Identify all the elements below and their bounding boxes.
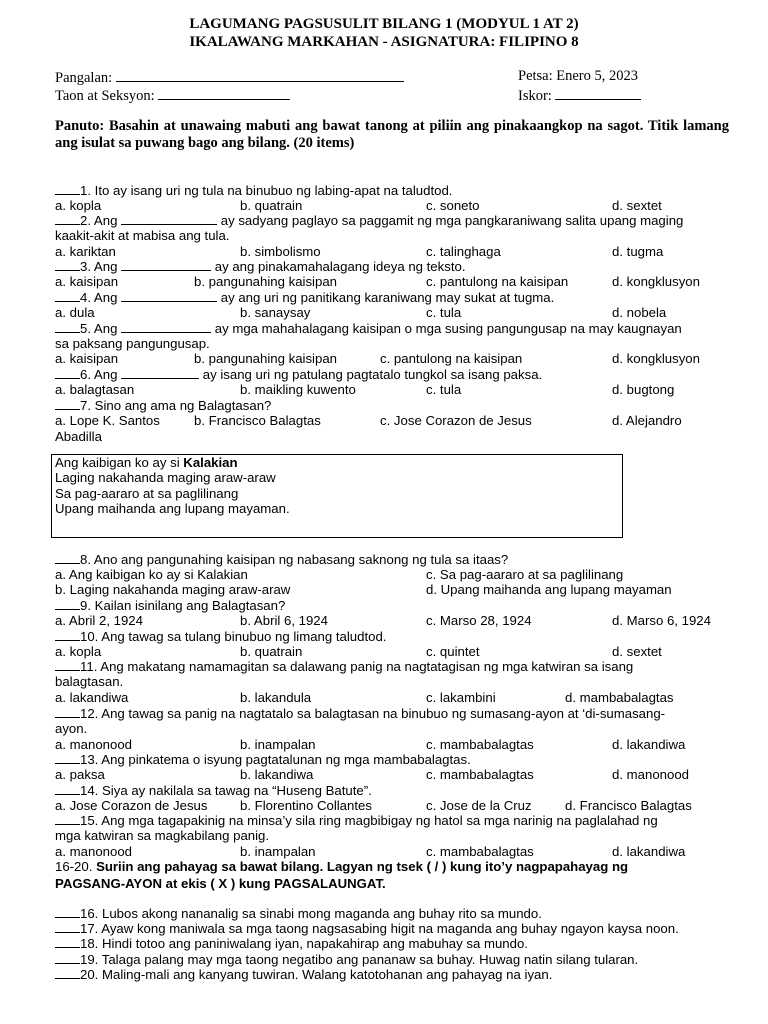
section-label: Taon at Seksyon: <box>55 88 155 104</box>
choice-b: b. lakandula <box>240 690 312 705</box>
choice-d: d. lakandiwa <box>612 844 686 859</box>
choice-a: a. kopla <box>55 198 102 213</box>
question-9 <box>55 598 285 613</box>
question-stem: 12. Ang tawag sa panig na nagtatalo sa balagtasan na binubuo ng sumasang-ayon at ‘di-sumasang- <box>80 706 666 721</box>
choice-d: d. mambabalagtas <box>565 690 674 705</box>
question-15 <box>55 813 658 828</box>
statement-19 <box>55 952 638 967</box>
choice-c: c. mambabalagtas <box>426 767 534 782</box>
document-title: LAGUMANG PAGSUSULIT BILANG 1 (MODYUL 1 AT 2) <box>189 16 579 32</box>
choice-d: d. bugtong <box>612 382 675 397</box>
choice-d-cont: Abadilla <box>55 429 102 444</box>
statement-20 <box>55 967 552 982</box>
poem-bold-name: Kalakian <box>183 455 238 470</box>
question-1 <box>55 183 452 198</box>
choice-d: d. tugma <box>612 244 664 259</box>
statement-text: 17. Ayaw kong maniwala sa mga taong nagsasabing higit na maganda ang buhay ngayon kaysa noon. <box>80 921 679 936</box>
choice-d: d. sextet <box>612 644 662 659</box>
choice-c: c. Marso 28, 1924 <box>426 613 532 628</box>
score-field <box>518 86 641 104</box>
answer-blank[interactable] <box>55 813 80 825</box>
answer-blank[interactable] <box>55 398 80 410</box>
question-10 <box>55 629 386 644</box>
choice-b: b. inampalan <box>240 844 316 859</box>
question-4 <box>55 290 554 305</box>
question-stem: 15. Ang mga tagapakinig na minsa’y sila ring magbibigay ng hatol sa mga narinig na paglalahad ng <box>80 813 658 828</box>
choice-b: b. Laging nakahanda maging araw-araw <box>55 582 291 597</box>
choice-d: d. sextet <box>612 198 662 213</box>
choice-c: c. talinghaga <box>426 244 501 259</box>
statement-text: 18. Hindi totoo ang paniniwalang iyan, napakahirap ang mabuhay sa mundo. <box>80 936 528 951</box>
poem-line-4: Upang maihanda ang lupang mayaman. <box>55 501 290 516</box>
question-stem-pre: 2. Ang <box>80 213 118 228</box>
question-12 <box>55 706 665 721</box>
choice-b: b. lakandiwa <box>240 767 314 782</box>
choice-b: b. inampalan <box>240 737 316 752</box>
question-stem: 11. Ang makatang namamagitan sa dalawang panig na nagtatagisan ng mga katwiran sa isang <box>80 659 634 674</box>
answer-blank[interactable] <box>55 629 80 641</box>
fill-blank[interactable] <box>121 213 217 225</box>
statement-18 <box>55 936 528 951</box>
answer-blank[interactable] <box>55 213 80 225</box>
question-stem: 13. Ang pinkatema o isyung pagtatalunan ng mga mambabalagtas. <box>80 752 471 767</box>
fill-blank[interactable] <box>121 290 217 302</box>
directions: Panuto: Basahin at unawaing mabuti ang bawat tanong at piliin ang pinakaangkop na sagot. Titik lamang ang isulat sa puwang bago ang bilang. (20 items) <box>55 118 729 151</box>
question-13 <box>55 752 471 767</box>
statement-text: 19. Talaga palang may mga taong negatibo ang pananaw sa buhay. Huwag natin silang tularan. <box>80 952 639 967</box>
answer-blank[interactable] <box>55 752 80 764</box>
poem-line-1 <box>55 455 238 470</box>
fill-blank[interactable] <box>121 259 211 271</box>
choice-a: a. kaisipan <box>55 351 119 366</box>
question-stem: 14. Siya ay nakilala sa tawag na “Huseng Batute”. <box>80 783 372 798</box>
choice-a: a. lakandiwa <box>55 690 129 705</box>
choice-d: d. Upang maihanda ang lupang mayaman <box>426 582 672 597</box>
choice-a: a. kaisipan <box>55 274 119 289</box>
answer-blank[interactable] <box>55 552 80 564</box>
question-stem-post: ay mga mahahalagang kaisipan o mga susing pangungusap na may kaugnayan <box>214 321 682 336</box>
question-stem: 8. Ano ang pangunahing kaisipan ng nabasang saknong ng tula sa itaas? <box>80 552 509 567</box>
statement-text: 16. Lubos akong nananalig sa sinabi mong maganda ang buhay rito sa mundo. <box>80 906 542 921</box>
choice-c: c. pantulong na kaisipan <box>426 274 569 289</box>
choice-c: c. Jose de la Cruz <box>426 798 532 813</box>
question-11-cont: balagtasan. <box>55 674 124 689</box>
question-15-cont: mga katwiran sa magkabilang panig. <box>55 828 270 843</box>
choice-d: d. Alejandro <box>612 413 682 428</box>
choice-c: c. mambabalagtas <box>426 737 534 752</box>
question-3 <box>55 259 466 274</box>
question-7 <box>55 398 271 413</box>
statement-17 <box>55 921 679 936</box>
part2-instruction-text: Suriin ang pahayag sa bawat bilang. Lagyan ng tsek ( / ) kung ito’y nagpapahayag ng <box>92 859 629 874</box>
answer-blank[interactable] <box>55 706 80 718</box>
statement-text: 20. Maling-mali ang kanyang tuwiran. Walang katotohanan ang pahayag na iyan. <box>80 967 553 982</box>
question-stem-pre: 6. Ang <box>80 367 118 382</box>
part2-number-range: 16-20. <box>55 859 93 874</box>
document-subtitle: IKALAWANG MARKAHAN - ASIGNATURA: FILIPINO 8 <box>189 34 579 50</box>
choice-a: a. paksa <box>55 767 105 782</box>
choice-d: d. kongklusyon <box>612 351 700 366</box>
fill-blank[interactable] <box>121 321 211 333</box>
choice-a: a. Jose Corazon de Jesus <box>55 798 208 813</box>
choice-a: a. manonood <box>55 737 132 752</box>
poem-line-1-text: Ang kaibigan ko ay si <box>55 455 184 470</box>
choice-c: c. tula <box>426 382 462 397</box>
answer-blank[interactable] <box>55 967 80 979</box>
choice-b: b. sanaysay <box>240 305 311 320</box>
choice-b: b. simbolismo <box>240 244 321 259</box>
question-2 <box>55 213 683 228</box>
answer-blank[interactable] <box>55 936 80 948</box>
choice-c: c. lakambini <box>426 690 496 705</box>
choice-b: b. quatrain <box>240 198 303 213</box>
choice-b: b. pangunahing kaisipan <box>194 351 337 366</box>
part2-instruction-cont: PAGSANG-AYON at ekis ( X ) kung PAGSALAUNGAT. <box>55 876 386 891</box>
answer-blank[interactable] <box>55 906 80 918</box>
choice-b: b. Francisco Balagtas <box>194 413 321 428</box>
question-stem-pre: 5. Ang <box>80 321 118 336</box>
name-label: Pangalan: <box>55 70 113 86</box>
score-label: Iskor: <box>518 88 552 104</box>
answer-blank[interactable] <box>55 598 80 610</box>
choice-c: c. Jose Corazon de Jesus <box>380 413 532 428</box>
answer-blank[interactable] <box>55 952 80 964</box>
choice-c: c. mambabalagtas <box>426 844 534 859</box>
choice-c: c. quintet <box>426 644 480 659</box>
choice-d: d. lakandiwa <box>612 737 686 752</box>
answer-blank[interactable] <box>55 290 80 302</box>
choice-a: a. Lope K. Santos <box>55 413 160 428</box>
part2-instruction <box>55 859 628 874</box>
choice-c: c. Sa pag-aararo at sa paglilinang <box>426 567 624 582</box>
question-stem-post: ay ang uri ng panitikang karaniwang may sukat at tugma. <box>220 290 555 305</box>
answer-blank[interactable] <box>55 659 80 671</box>
question-12-cont: ayon. <box>55 721 88 736</box>
choice-b: b. pangunahing kaisipan <box>194 274 337 289</box>
choice-c: c. tula <box>426 305 462 320</box>
answer-blank[interactable] <box>55 183 80 195</box>
question-stem: 1. Ito ay isang uri ng tula na binubuo ng labing-apat na taludtod. <box>80 183 453 198</box>
question-11 <box>55 659 633 674</box>
poem-line-3: Sa pag-aararo at sa paglilinang <box>55 486 239 501</box>
answer-blank[interactable] <box>55 259 80 271</box>
choice-a: a. Abril 2, 1924 <box>55 613 143 628</box>
question-stem: 10. Ang tawag sa tulang binubuo ng limang taludtod. <box>80 629 387 644</box>
choice-d: d. Marso 6, 1924 <box>612 613 711 628</box>
choice-a: a. balagtasan <box>55 382 135 397</box>
choice-c: c. pantulong na kaisipan <box>380 351 523 366</box>
question-8 <box>55 552 508 567</box>
choice-b: b. Abril 6, 1924 <box>240 613 328 628</box>
answer-blank[interactable] <box>55 321 80 333</box>
question-5-cont: sa paksang pangungusap. <box>55 336 210 351</box>
question-stem-post: ay ang pinakamahalagang ideya ng teksto. <box>214 259 466 274</box>
choice-d: d. kongklusyon <box>612 274 700 289</box>
score-blank[interactable] <box>555 86 641 100</box>
question-stem: 7. Sino ang ama ng Balagtasan? <box>80 398 272 413</box>
choice-a: a. kopla <box>55 644 102 659</box>
choice-a: a. manonood <box>55 844 132 859</box>
poem-line-2: Laging nakahanda maging araw-araw <box>55 470 276 485</box>
question-stem: 9. Kailan isinilang ang Balagtasan? <box>80 598 286 613</box>
answer-blank[interactable] <box>55 783 80 795</box>
choice-d: d. manonood <box>612 767 689 782</box>
question-2-cont: kaakit-akit at mabisa ang tula. <box>55 228 230 243</box>
choice-b: b. quatrain <box>240 644 303 659</box>
choice-c: c. soneto <box>426 198 480 213</box>
answer-blank[interactable] <box>55 921 80 933</box>
choice-d: d. nobela <box>612 305 667 320</box>
section-blank[interactable] <box>158 86 290 100</box>
choice-b: b. Florentino Collantes <box>240 798 372 813</box>
date-field: Petsa: Enero 5, 2023 <box>518 68 639 84</box>
choice-a: a. Ang kaibigan ko ay si Kalakian <box>55 567 248 582</box>
choice-a: a. kariktan <box>55 244 116 259</box>
question-stem-post: ay isang uri ng patulang pagtatalo tungkol sa isang paksa. <box>202 367 543 382</box>
answer-blank[interactable] <box>55 367 80 379</box>
question-14 <box>55 783 372 798</box>
choice-a: a. dula <box>55 305 95 320</box>
name-field <box>55 68 404 86</box>
question-6 <box>55 367 542 382</box>
question-5 <box>55 321 682 336</box>
question-stem-pre: 3. Ang <box>80 259 118 274</box>
choice-d: d. Francisco Balagtas <box>565 798 692 813</box>
name-blank[interactable] <box>116 68 404 82</box>
fill-blank[interactable] <box>121 367 199 379</box>
choice-b: b. maikling kuwento <box>240 382 356 397</box>
question-stem-pre: 4. Ang <box>80 290 118 305</box>
statement-16 <box>55 906 542 921</box>
question-stem-post: ay sadyang paglayo sa paggamit ng mga pangkaraniwang salita upang maging <box>220 213 684 228</box>
section-field <box>55 86 290 104</box>
